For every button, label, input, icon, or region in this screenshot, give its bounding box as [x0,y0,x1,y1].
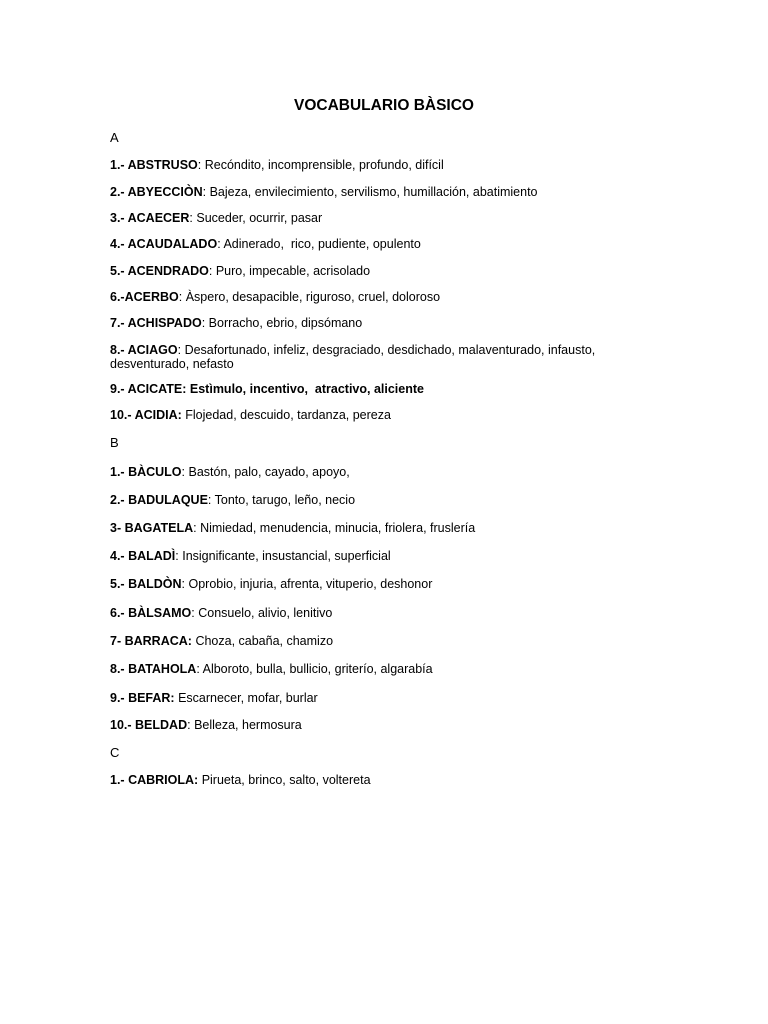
entry-word: ACIDIA: [134,408,182,422]
entry-number: 2.- [110,185,128,199]
entry-number: 7.- [110,316,128,330]
entry-separator: : [175,549,183,563]
entry-word: BÀCULO [128,465,182,479]
entry-number: 1.- [110,773,129,787]
entry-definition: Desafortunado, infeliz, desgraciado, desdichado, malaventurado, infausto, desventurado, nefasto [110,343,596,371]
vocab-entry [110,465,630,479]
entry-number: 6.- [110,290,125,304]
entry-definition: Consuelo, alivio, lenitivo [198,606,333,620]
entry-definition: Oprobio, injuria, afrenta, vituperio, deshonor [188,577,433,591]
entry-number: 8.- [110,343,128,357]
entry-separator: : [187,718,195,732]
entry-definition: Belleza, hermosura [194,718,302,732]
entry-word: BEFAR: [128,691,175,705]
entry-number: 1.- [110,158,128,172]
entry-number: 6.- [110,606,129,620]
section-letter-b: B [110,435,119,450]
entry-definition: Insignificante, insustancial, superficial [182,549,391,563]
entry-number: 3.- [110,211,128,225]
vocab-entry [110,343,630,371]
entry-separator: : [217,237,224,251]
entry-definition: Tonto, tarugo, leño, necio [214,493,356,507]
vocab-entry [110,662,630,676]
entry-separator: : [201,316,209,330]
entry-word: ACHISPADO [127,316,202,330]
entry-word: ACERBO [124,290,179,304]
entry-separator: : [196,662,203,676]
vocab-entry [110,185,630,199]
entry-number: 7- [110,634,125,648]
entry-number: 3- [110,521,125,535]
vocab-entry [110,521,630,535]
entry-word: BÀLSAMO [128,606,192,620]
vocab-entry [110,211,630,225]
entry-separator: : [181,465,189,479]
entry-word: BADULAQUE [128,493,208,507]
entry-number: 4.- [110,549,129,563]
document-title: VOCABULARIO BÀSICO [294,97,474,114]
vocab-entry [110,549,630,563]
entry-separator: : [178,290,186,304]
entry-separator: : [191,606,199,620]
vocab-entry [110,577,630,591]
entry-word: BALADÌ [128,549,176,563]
vocab-entry [110,606,630,620]
entry-number: 8.- [110,662,129,676]
entry-definition: Escarnecer, mofar, burlar [178,691,318,705]
entry-definition: Estìmulo, incentivo, atractivo, aliciente [189,382,424,396]
vocab-entry [110,634,630,648]
entry-word: BARRACA: [124,634,192,648]
entry-separator: : [193,521,201,535]
vocab-entry [110,718,630,732]
entry-number: 1.- [110,465,129,479]
vocab-entry [110,290,630,304]
entry-separator: : [189,211,197,225]
entry-definition: Recóndito, incomprensible, profundo, difícil [204,158,444,172]
vocab-entry [110,773,630,787]
vocab-entry [110,691,630,705]
entry-number: 4.- [110,237,128,251]
entry-separator: : [202,185,210,199]
entry-word: ACAUDALADO [127,237,218,251]
entry-separator: : [181,577,189,591]
entry-definition: Flojedad, descuido, tardanza, pereza [185,408,391,422]
entry-number: 9.- [110,691,129,705]
entry-separator: : [182,382,190,396]
entry-number: 10.- [110,718,136,732]
entry-number: 2.- [110,493,129,507]
entry-word: ACAECER [127,211,190,225]
vocab-entry [110,237,630,251]
entry-word: BELDAD [135,718,188,732]
section-letter-c: C [110,745,120,760]
entry-definition: Puro, impecable, acrisolado [215,264,371,278]
entry-definition: Suceder, ocurrir, pasar [196,211,323,225]
section-letter-a: A [110,130,119,145]
entry-definition: Alboroto, bulla, bullicio, griterío, algarabía [202,662,433,676]
entry-word: ACICATE [127,382,183,396]
entry-separator: : [208,264,216,278]
vocab-entry [110,408,630,422]
entry-word: ACENDRADO [127,264,209,278]
entry-definition: Bastón, palo, cayado, apoyo, [188,465,350,479]
entry-word: ABSTRUSO [127,158,198,172]
vocab-entry [110,493,630,507]
entry-number: 5.- [110,264,128,278]
entry-word: ABYECCIÒN [127,185,203,199]
entry-word: BALDÒN [128,577,182,591]
entry-word: BATAHOLA [128,662,197,676]
entry-number: 10.- [110,408,135,422]
vocab-entry [110,382,630,396]
entry-definition: Nimiedad, menudencia, minucia, friolera, fruslería [200,521,476,535]
vocab-entry [110,316,630,330]
entry-definition: Bajeza, envilecimiento, servilismo, humillación, abatimiento [209,185,538,199]
entry-definition: Adinerado, rico, pudiente, opulento [223,237,421,251]
entry-separator: : [197,158,205,172]
entry-word: BAGATELA [124,521,194,535]
entry-separator: : [207,493,215,507]
entry-definition: Choza, cabaña, chamizo [195,634,334,648]
entry-word: CABRIOLA: [128,773,199,787]
vocab-entry [110,158,630,172]
vocab-entry [110,264,630,278]
entry-definition: Borracho, ebrio, dipsómano [208,316,363,330]
entry-definition: Àspero, desapacible, riguroso, cruel, doloroso [185,290,441,304]
entry-word: ACIAGO [127,343,178,357]
entry-definition: Pirueta, brinco, salto, voltereta [201,773,371,787]
entry-separator: : [177,343,185,357]
entry-number: 9.- [110,382,128,396]
entry-number: 5.- [110,577,129,591]
